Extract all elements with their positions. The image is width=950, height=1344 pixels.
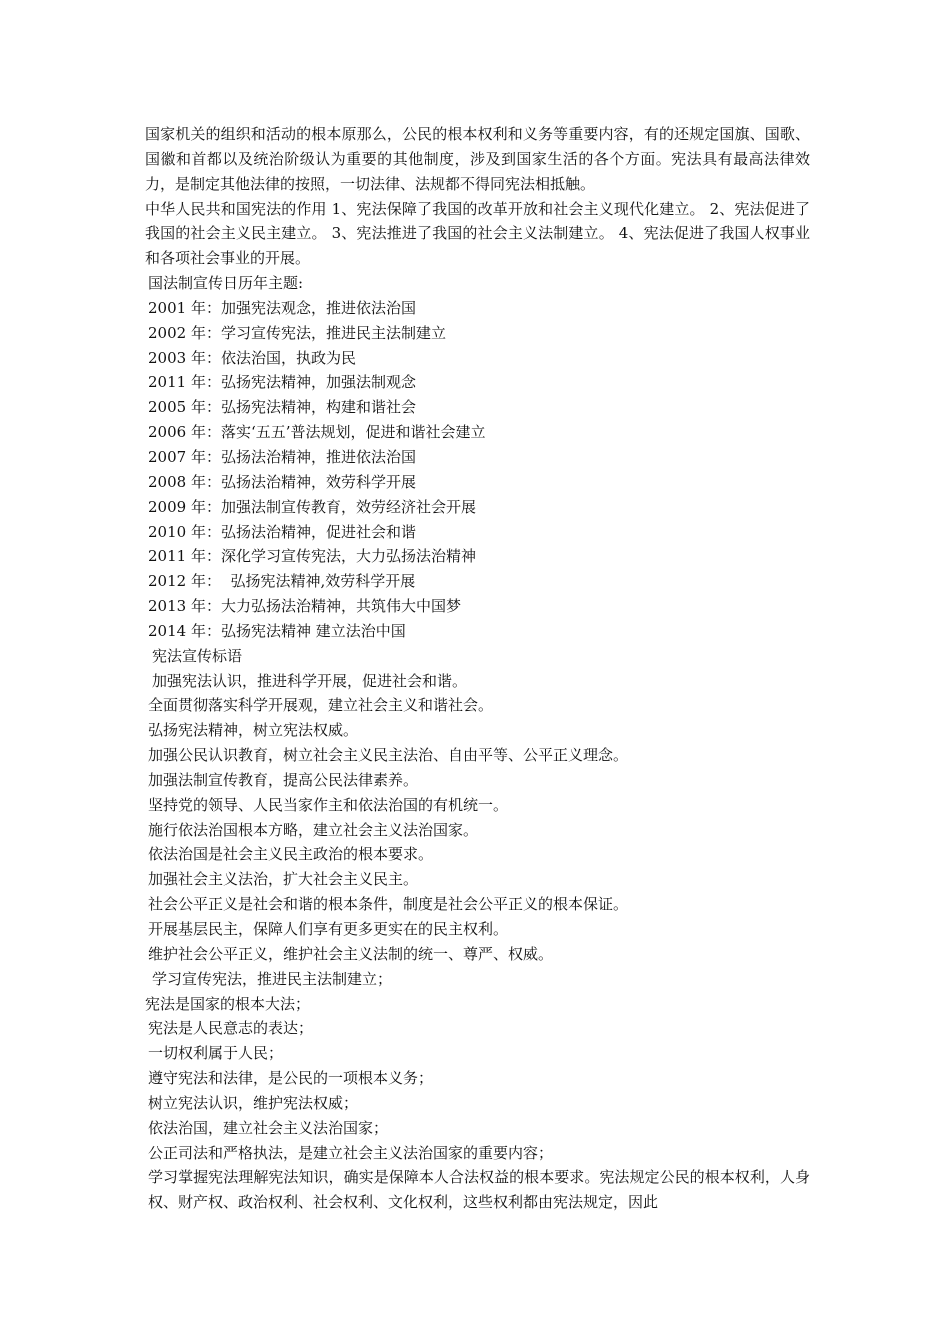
slogan-item: 一切权利属于人民； xyxy=(148,1044,284,1063)
theme-item: 2013 年：大力弘扬法治精神，共筑伟大中国梦 xyxy=(148,597,461,616)
slogan-item: 坚持党的领导、人民当家作主和依法治国的有机统一。 xyxy=(148,795,509,814)
themes-heading: 国法制宣传日历年主题: xyxy=(148,274,304,293)
intro-paragraph-2: 中华人民共和国宪法的作用 1、宪法保障了我国的改革开放和社会主义现代化建立。 2、宪法促进了我国的社会主义民主建立。 3、宪法推进了我国的社会主义法制建立。 4、宪法促进了我国人权事业和各项社会事业的开展。 xyxy=(145,199,810,268)
theme-item: 2009 年：加强法制宣传教育，效劳经济社会开展 xyxy=(148,497,476,516)
theme-item: 2011 年：深化学习宣传宪法，大力弘扬法治精神 xyxy=(148,547,476,566)
slogans-list xyxy=(145,669,810,1166)
intro-paragraph-1: 国家机关的组织和活动的根本原那么，公民的根本权利和义务等重要内容，有的还规定国旗、国歌、国徽和首都以及统治阶级认为重要的其他制度，涉及到国家生活的各个方面。宪法具有最高法律效力，是制定其他法律的按照，一切法律、法规都不得同宪法相抵触。 xyxy=(145,125,810,193)
slogan-item: 学习宣传宪法，推进民主法制建立； xyxy=(152,969,393,988)
slogan-item: 全面贯彻落实科学开展观，建立社会主义和谐社会。 xyxy=(148,696,494,715)
closing-paragraph: 学习掌握宪法理解宪法知识，确实是保障本人合法权益的根本要求。宪法规定公民的根本权利，人身权、财产权、政治权利、社会权利、文化权利，这些权利都由宪法规定，因此 xyxy=(148,1168,810,1212)
theme-item: 2005 年：弘扬宪法精神，构建和谐社会 xyxy=(148,398,416,417)
themes-list xyxy=(145,296,810,644)
document-page xyxy=(145,122,810,1215)
theme-item: 2002 年：学习宣传宪法，推进民主法制建立 xyxy=(148,323,446,342)
slogan-item: 依法治国是社会主义民主政治的根本要求。 xyxy=(148,845,434,864)
slogan-item: 弘扬宪法精神，树立宪法权威。 xyxy=(148,721,359,740)
slogan-item: 依法治国，建立社会主义法治国家； xyxy=(148,1118,389,1137)
theme-item: 2014 年：弘扬宪法精神 建立法治中国 xyxy=(148,621,406,640)
slogan-item: 加强社会主义法治，扩大社会主义民主。 xyxy=(148,870,419,889)
theme-item: 2012 年： 弘扬宪法精神,效劳科学开展 xyxy=(148,572,416,591)
theme-item: 2006 年：落实‘五五’普法规划，促进和谐社会建立 xyxy=(148,423,486,442)
slogan-item: 树立宪法认识，维护宪法权威； xyxy=(148,1093,359,1112)
slogan-item: 宪法是人民意志的表达； xyxy=(148,1019,314,1038)
slogan-item: 加强宪法认识，推进科学开展，促进社会和谐。 xyxy=(152,671,468,690)
slogan-item: 社会公平正义是社会和谐的根本条件，制度是社会公平正义的根本保证。 xyxy=(148,895,629,914)
slogan-item: 开展基层民主，保障人们享有更多更实在的民主权利。 xyxy=(148,920,509,938)
slogans-heading: 宪法宣传标语 xyxy=(152,646,243,665)
slogan-item: 施行依法治国根本方略，建立社会主义法治国家。 xyxy=(148,820,479,839)
theme-item: 2010 年：弘扬法治精神，促进社会和谐 xyxy=(148,522,416,541)
slogan-item: 公正司法和严格执法，是建立社会主义法治国家的重要内容； xyxy=(148,1143,554,1162)
slogan-item: 加强法制宣传教育，提高公民法律素养。 xyxy=(148,770,419,789)
theme-item: 2008 年：弘扬法治精神，效劳科学开展 xyxy=(148,472,416,491)
slogan-item: 加强公民认识教育，树立社会主义民主法治、自由平等、公平正义理念。 xyxy=(148,746,629,765)
theme-item: 2001 年：加强宪法观念，推进依法治国 xyxy=(148,298,416,317)
theme-item: 2003 年：依法治国，执政为民 xyxy=(148,348,356,367)
slogan-item: 宪法是国家的根本大法； xyxy=(145,994,311,1013)
slogan-item: 遵守宪法和法律，是公民的一项根本义务； xyxy=(148,1069,434,1088)
theme-item: 2011 年：弘扬宪法精神，加强法制观念 xyxy=(148,373,416,392)
slogan-item: 维护社会公平正义，维护社会主义法制的统一、尊严、权威。 xyxy=(148,944,554,963)
theme-item: 2007 年：弘扬法治精神，推进依法治国 xyxy=(148,447,416,466)
